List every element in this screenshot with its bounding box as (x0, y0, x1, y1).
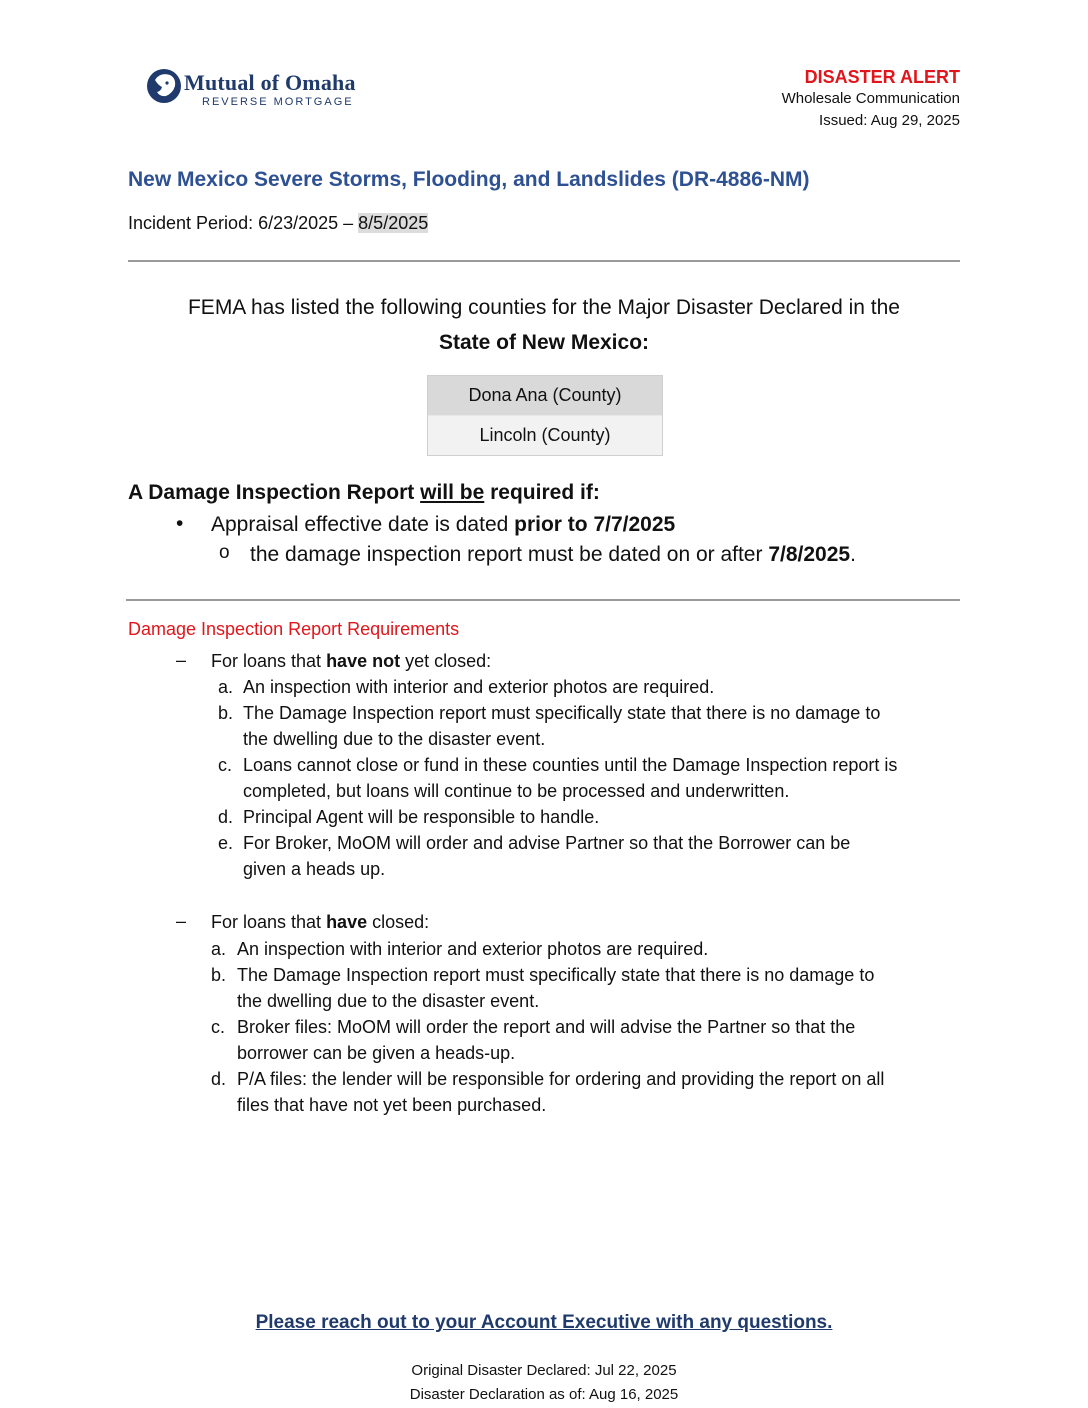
dash-icon: – (176, 650, 187, 670)
divider (126, 599, 960, 601)
requirement-bullet (211, 513, 675, 537)
intro-post: yet closed: (400, 651, 492, 671)
list-item-letter: d. (218, 807, 234, 827)
list-item-letter: c. (211, 1017, 226, 1037)
alert-title: DISASTER ALERT (804, 67, 960, 87)
sub-bullet-bold: 7/8/2025 (768, 543, 851, 566)
list-item: The Damage Inspection report must specifically state that there is no damage to (237, 965, 875, 985)
sub-bullet-post: . (850, 543, 856, 566)
lion-logo-icon (146, 66, 182, 106)
list-item-letter: e. (218, 833, 234, 853)
county-row: Dona Ana (County) (428, 376, 662, 416)
divider (128, 260, 960, 262)
list-item-continuation: given a heads up. (243, 859, 386, 879)
not-closed-intro (211, 648, 491, 674)
list-item: An inspection with interior and exterior photos are required. (237, 939, 709, 959)
list-item: Principal Agent will be responsible to handle. (243, 807, 600, 827)
brand-name: Mutual of Omaha (184, 70, 356, 95)
list-item-continuation: borrower can be given a heads-up. (237, 1043, 516, 1063)
intro-bold: have not (326, 651, 401, 671)
declaration-as-of: Disaster Declaration as of: Aug 16, 2025 (409, 1386, 679, 1403)
list-item: For Broker, MoOM will order and advise Partner so that the Borrower can be (243, 833, 851, 853)
requirement-heading-post: required if: (484, 481, 600, 504)
fema-state: State of New Mexico: (438, 331, 650, 354)
intro-text: For loans that (211, 651, 327, 671)
original-declared: Original Disaster Declared: Jul 22, 2025 (411, 1362, 677, 1379)
bullet-icon: • (176, 512, 184, 535)
communication-type: Wholesale Communication (781, 90, 960, 107)
list-item-continuation: the dwelling due to the disaster event. (237, 991, 540, 1011)
issued-date: Issued: Aug 29, 2025 (819, 112, 960, 129)
contact-cta-text: Please reach out to your Account Executive with any questions. (255, 1312, 833, 1333)
list-item: The Damage Inspection report must specifically state that there is no damage to (243, 703, 881, 723)
list-item: Broker files: MoOM will order the report and will advise the Partner so that the (237, 1017, 856, 1037)
fema-statement: FEMA has listed the following counties for the Major Disaster Declared in the (187, 296, 900, 319)
requirement-sub-bullet (250, 543, 856, 567)
list-item-letter: b. (218, 703, 234, 723)
list-item-continuation: completed, but loans will continue to be processed and underwritten. (243, 781, 790, 801)
brand-subtitle: REVERSE MORTGAGE (202, 96, 354, 108)
incident-end-date: 8/5/2025 (358, 213, 429, 233)
requirement-heading-emphasis: will be (420, 481, 485, 504)
intro-post: closed: (367, 912, 430, 932)
intro-bold: have (326, 912, 368, 932)
list-item: Loans cannot close or fund in these counties until the Damage Inspection report is (243, 755, 898, 775)
bullet-text: Appraisal effective date is dated (211, 513, 515, 536)
requirement-heading-pre: A Damage Inspection Report (128, 481, 421, 504)
incident-label: Incident Period: 6/23/2025 – (128, 213, 359, 233)
list-item: P/A files: the lender will be responsible for ordering and providing the report on all (237, 1069, 885, 1089)
list-item-letter: d. (211, 1069, 227, 1089)
list-item-letter: c. (218, 755, 233, 775)
sub-bullet-text: the damage inspection report must be dated on or after (250, 543, 769, 566)
requirement-heading (128, 481, 600, 505)
alert-header (782, 66, 960, 132)
list-item-letter: b. (211, 965, 227, 985)
list-item-continuation: the dwelling due to the disaster event. (243, 729, 546, 749)
contact-cta (0, 1312, 1088, 1334)
bullet-bold: prior to 7/7/2025 (514, 513, 676, 536)
incident-period (128, 213, 428, 234)
county-row: Lincoln (County) (428, 416, 662, 455)
closed-intro (211, 909, 429, 935)
list-item-continuation: files that have not yet been purchased. (237, 1095, 547, 1115)
dash-icon: – (176, 911, 187, 931)
county-table (427, 375, 663, 456)
section-heading: Damage Inspection Report Requirements (128, 619, 460, 639)
company-logo (146, 66, 356, 114)
circle-bullet-icon: o (219, 542, 230, 563)
page-title: New Mexico Severe Storms, Flooding, and Landslides (DR-4886-NM) (128, 168, 810, 191)
list-item-letter: a. (211, 939, 227, 959)
intro-text: For loans that (211, 912, 327, 932)
list-item: An inspection with interior and exterior photos are required. (243, 677, 715, 697)
list-item-letter: a. (218, 677, 234, 697)
